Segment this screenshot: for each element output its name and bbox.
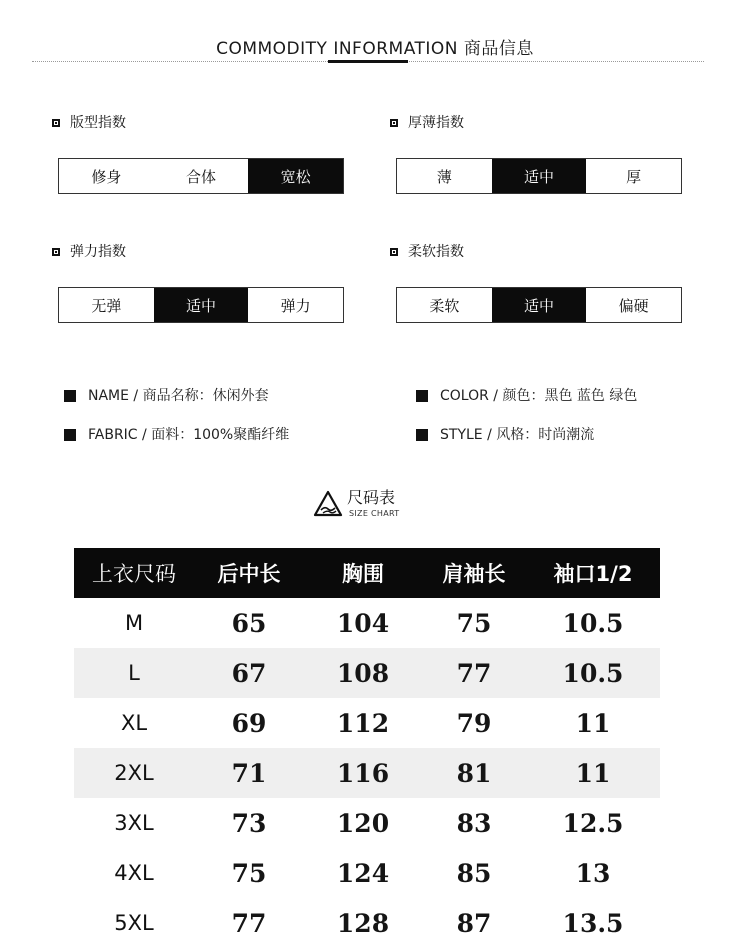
table-row (74, 598, 660, 648)
size-table-header (74, 548, 660, 598)
chest-cell: 120 (336, 808, 390, 838)
square-bullet-icon (416, 390, 428, 402)
fit-index (52, 113, 352, 203)
info-fabric (64, 425, 384, 445)
header-chest: 胸围 (342, 562, 384, 586)
header-shoulder-sleeve: 肩袖长 (442, 562, 506, 586)
info-name (64, 386, 384, 406)
thickness-index-scale (396, 158, 682, 194)
elasticity-option-none: 无弹 (59, 288, 154, 322)
table-row (74, 648, 660, 698)
square-bullet-icon (416, 429, 428, 441)
table-row (74, 848, 660, 898)
back-length-cell: 69 (231, 708, 267, 738)
cuff-cell: 13.5 (562, 908, 624, 938)
size-cell: 2XL (114, 761, 154, 785)
header-size: 上衣尺码 (92, 562, 176, 586)
shoulder-sleeve-cell: 81 (456, 758, 492, 788)
cuff-cell: 10.5 (562, 658, 624, 688)
fit-index-heading (52, 113, 332, 133)
size-cell: L (128, 661, 140, 685)
shoulder-sleeve-cell: 77 (456, 658, 492, 688)
chest-cell: 124 (336, 858, 390, 888)
square-bullet-icon (64, 390, 76, 402)
hanger-triangle-icon (313, 490, 343, 518)
cuff-cell: 11 (575, 758, 611, 788)
bullet-icon (390, 119, 398, 127)
shoulder-sleeve-cell: 79 (456, 708, 492, 738)
info-name-text: NAME / 商品名称：休闲外套 (88, 388, 269, 404)
softness-index-heading (390, 242, 670, 262)
elasticity-option-stretch: 弹力 (248, 288, 343, 322)
chest-cell: 116 (336, 758, 390, 788)
elasticity-index-heading (52, 242, 332, 262)
info-color (416, 386, 736, 406)
info-style-text: STYLE / 风格：时尚潮流 (440, 427, 595, 443)
table-row (74, 698, 660, 748)
fit-option-loose: 宽松 (248, 159, 343, 193)
thickness-option-thick: 厚 (586, 159, 681, 193)
bullet-icon (52, 248, 60, 256)
page-title: COMMODITY INFORMATION 商品信息 (216, 39, 534, 59)
header-back-length: 后中长 (217, 562, 281, 586)
cuff-cell: 11 (575, 708, 611, 738)
fit-option-slim: 修身 (59, 159, 154, 193)
fit-index-scale (58, 158, 344, 194)
back-length-cell: 67 (231, 658, 267, 688)
back-length-cell: 73 (231, 808, 267, 838)
fit-index-label: 版型指数 (70, 115, 126, 131)
size-cell: XL (120, 711, 148, 735)
elasticity-index-label: 弹力指数 (70, 244, 126, 260)
table-row (74, 748, 660, 798)
thickness-option-medium: 适中 (492, 159, 587, 193)
back-length-cell: 75 (231, 858, 267, 888)
info-style (416, 425, 736, 445)
size-chart-title-cn: 尺码表 (347, 488, 396, 507)
square-bullet-icon (64, 429, 76, 441)
softness-index-scale (396, 287, 682, 323)
cuff-cell: 13 (575, 858, 611, 888)
chest-cell: 104 (336, 608, 390, 638)
shoulder-sleeve-cell: 85 (456, 858, 492, 888)
table-row (74, 798, 660, 848)
shoulder-sleeve-cell: 83 (456, 808, 492, 838)
elasticity-option-medium: 适中 (154, 288, 249, 322)
chest-cell: 112 (336, 708, 390, 738)
softness-option-soft: 柔软 (397, 288, 492, 322)
shoulder-sleeve-cell: 75 (456, 608, 492, 638)
cuff-cell: 10.5 (562, 608, 624, 638)
softness-option-stiff: 偏硬 (586, 288, 681, 322)
chest-cell: 108 (336, 658, 390, 688)
softness-index (390, 242, 690, 332)
elasticity-index (52, 242, 352, 332)
bullet-icon (52, 119, 60, 127)
cuff-cell: 12.5 (562, 808, 624, 838)
thickness-option-thin: 薄 (397, 159, 492, 193)
thickness-index-heading (390, 113, 670, 133)
size-chart-title-en: SIZE CHART (349, 509, 400, 518)
shoulder-sleeve-cell: 87 (456, 908, 492, 938)
size-cell: 4XL (114, 861, 154, 885)
table-row (74, 898, 660, 939)
back-length-cell: 65 (231, 608, 267, 638)
size-chart-logo (313, 488, 433, 522)
thickness-index-label: 厚薄指数 (408, 115, 464, 131)
back-length-cell: 71 (231, 758, 267, 788)
size-table (74, 548, 660, 939)
size-cell: M (124, 611, 144, 635)
info-color-text: COLOR / 颜色：黑色 蓝色 绿色 (440, 388, 638, 404)
header-underline (328, 60, 408, 63)
chest-cell: 128 (336, 908, 390, 938)
commodity-info-header (0, 30, 750, 70)
info-fabric-text: FABRIC / 面料：100%聚酯纤维 (88, 427, 290, 443)
size-cell: 3XL (114, 811, 154, 835)
back-length-cell: 77 (231, 908, 267, 938)
softness-option-medium: 适中 (492, 288, 587, 322)
fit-option-regular: 合体 (154, 159, 249, 193)
elasticity-index-scale (58, 287, 344, 323)
thickness-index (390, 113, 690, 203)
header-cuff-half: 袖口1/2 (553, 562, 633, 586)
size-cell: 5XL (114, 911, 154, 935)
softness-index-label: 柔软指数 (408, 244, 464, 260)
bullet-icon (390, 248, 398, 256)
